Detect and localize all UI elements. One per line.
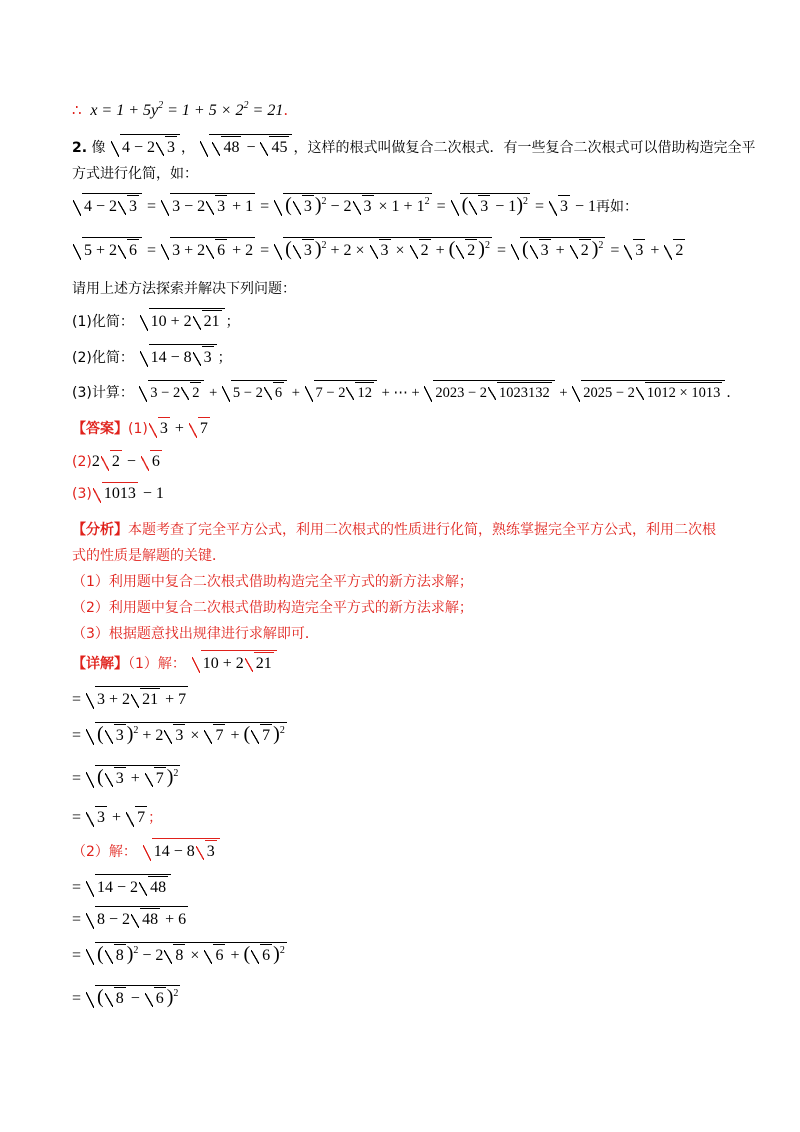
analysis-step-3: （3）根据题意找出规律进行求解即可． bbox=[72, 626, 319, 642]
conclusion-period: . bbox=[283, 101, 289, 119]
subquestion-1-semicolon: ； bbox=[225, 314, 240, 330]
previous-conclusion-line bbox=[72, 95, 288, 122]
detail-header-1: 【详解】（1）解： 10 + 2 21 bbox=[72, 650, 278, 675]
subquestion-3: (3)计算： 3 − 2 2 + 5 − 2 6 + 7 − 2 12 + ⋯ + 2023 − 2 1023132 + 2025 − 2 1012 × 1013 ． bbox=[72, 380, 740, 404]
detail-label: 【详解】 bbox=[72, 656, 128, 672]
detail-1-semicolon: ； bbox=[148, 810, 163, 826]
subquestion-2-semicolon: ； bbox=[217, 350, 232, 366]
example-1-derivation: 4 − 2 3 = 3 − 2 3 + 1 = ( 3 )$^2$ − 2 $3 \times 1 + 1^2$ = ( 3 − 1)$^2$ = 3 − 1再如： bbox=[72, 193, 638, 218]
subquestion-1-label: (1)化简： bbox=[72, 314, 134, 330]
detail-2-step-1: = 14 − 2 48 bbox=[72, 874, 172, 899]
answer-label: 【答案】 bbox=[72, 421, 128, 437]
analysis-line-1 bbox=[72, 519, 716, 541]
detail-header-2: （2）解： 14 − 8 3 bbox=[72, 838, 221, 863]
intro-text-a: 像 bbox=[91, 140, 106, 156]
question-2-intro-line1 bbox=[72, 134, 755, 159]
subquestion-3-label: (3)计算： bbox=[72, 385, 134, 401]
subquestion-3-period: ． bbox=[726, 385, 741, 401]
subquestion-1: (1)化简： 10 + 2 21 ； bbox=[72, 308, 240, 333]
question-number: 2. bbox=[72, 140, 88, 156]
intro-text-b: ， bbox=[181, 140, 195, 156]
answer-line-3: (3) 1013 − 1 bbox=[72, 482, 164, 505]
answer-line-2: (2)2 2 − 6 bbox=[72, 450, 163, 473]
analysis-text-1: 本题考查了完全平方公式，利用二次根式的性质进行化简，熟练掌握完全平方公式，利用二次根 bbox=[128, 522, 716, 538]
detail-part-2-label: （2）解： bbox=[72, 844, 137, 860]
detail-1-step-4: = 3 + 7 ； bbox=[72, 806, 162, 829]
subquestion-2-label: (2)化简： bbox=[72, 350, 134, 366]
detail-2-step-4: = ( 8 − 6 )$^2$ bbox=[72, 986, 179, 1008]
answer-3-label: (3) bbox=[72, 486, 92, 502]
answer-1-label: (1) bbox=[128, 421, 148, 437]
analysis-label: 【分析】 bbox=[72, 522, 128, 538]
analysis-step-1: （1）利用题中复合二次根式借助构造完全平方式的新方法求解； bbox=[72, 574, 473, 590]
detail-1-step-3: = ( 3 + 7 )$^2$ bbox=[72, 766, 179, 788]
conclusion-equation: $x = 1 + 5y^2 = 1 + 5 \times 2^2 = 21$ bbox=[86, 100, 284, 119]
example-2-derivation: 5 + 2 6 = 3 + 2 6 + 2 = ( 3 )$^2$ + 2 × 3 × 2 + ( 2 )$^2$ = ( 3 + 2 )$^2$ = 3 + 2 bbox=[72, 237, 686, 262]
question-2-intro-line2: 方式进行化简，如： bbox=[72, 166, 198, 182]
radical-example-1: 4 − 2 3 bbox=[111, 134, 180, 159]
answer-line-1: 【答案】(1) 3 + 7 bbox=[72, 417, 211, 440]
detail-part-1-label: （1）解： bbox=[128, 656, 186, 672]
therefore-symbol: ∴ bbox=[72, 101, 82, 119]
detail-2-step-3: = ( 8 )$^2$ − 2 8 × 6 + ( 6 )$^2$ bbox=[72, 943, 285, 965]
analysis-line-2: 式的性质是解题的关键． bbox=[72, 548, 226, 564]
intro-text-c: ，这样的根式叫做复合二次根式．有一些复合二次根式可以借助构造完全平 bbox=[293, 140, 756, 156]
detail-1-step-1: = 3 + 2 21 + 7 bbox=[72, 686, 189, 711]
answer-2-label: (2) bbox=[72, 454, 92, 470]
detail-2-step-2: = 8 − 2 48 + 6 bbox=[72, 906, 189, 931]
question-2-prompt: 请用上述方法探索并解决下列问题： bbox=[72, 281, 296, 297]
example-1-tail: 再如： bbox=[596, 199, 639, 215]
detail-1-step-2: = ( 3 )$^2$ + 2 3 × 7 + ( 7 )$^2$ bbox=[72, 723, 285, 745]
radical-example-2: 48 − 45 bbox=[200, 134, 292, 159]
subquestion-2: (2)化简： 14 − 8 3 ； bbox=[72, 344, 232, 369]
analysis-step-2: （2）利用题中复合二次根式借助构造完全平方式的新方法求解； bbox=[72, 600, 473, 616]
